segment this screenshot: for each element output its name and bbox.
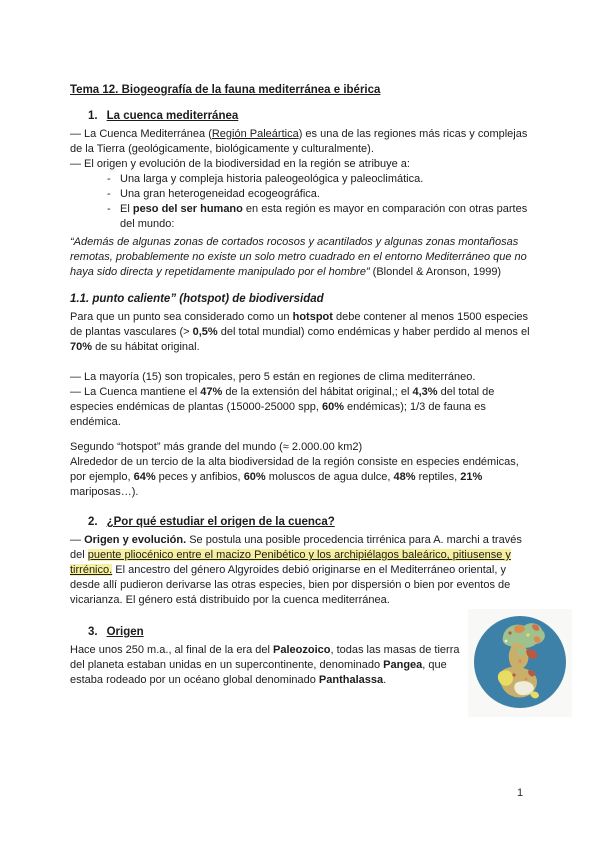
text-run-bold: hotspot [292,311,333,323]
section-3-label: Origen [106,626,144,638]
bullet-list [70,172,531,232]
paragraph-pangea [70,643,476,688]
text-run: Se postula una posible procedencia tirrénica para A. marchi a través del [70,534,522,561]
text-run: mariposas…). [70,486,139,498]
text-run: , que estaba rodeado por un océano global denominado [70,659,447,686]
section-3-heading [70,625,531,640]
text-run: Alrededor de un tercio de la alta biodiversidad de la región consiste en especies endémicas, por ejemplo, [70,456,519,483]
section-2-label: ¿Por qué estudiar el origen de la cuenca? [106,516,335,528]
text-run: del total mundial) como endémicas y haber perdido al menos el [217,326,530,338]
text-run-highlighted: puente pliocénico entre el macizo Penibético y los archipiélagos baleárico, pitiusense y tirrénico. [70,549,511,576]
paragraph-endemicas-porcentajes [70,455,531,500]
section-2-heading [70,515,531,530]
text-run: en esta región es mayor en comparación con otras partes del mundo: [120,203,528,230]
text-run: Hace unos 250 m.a., al final de la era del [70,644,274,656]
doc-title: Tema 12. Biogeografía de la fauna mediterránea e ibérica [70,84,381,96]
pangea-globe-image [468,609,572,717]
text-run: , todas las masas de tierra del planeta estaban unidas en un supercontinente, denominado [70,644,460,671]
text-run-bold: 60% [321,401,344,413]
text-run-bold: 48% [393,471,416,483]
text-run-bold: 64% [133,471,156,483]
text-run-bold: 21% [460,471,483,483]
text-run-bold: 70% [70,341,93,353]
quote-text: “Además de algunas zonas de cortados rocosos y acantilados y algunas zonas montañosas remotas, probablemente no existe un solo metro cuadrado en el entorno Mediterráneo que no haya sido directa y repetidamente manipulado por el hombre” [70,236,527,278]
text-run-bold: Paleozoico [273,644,331,656]
text-run: — [70,534,85,546]
list-item [105,202,531,232]
text-run-bold: Pangea [383,659,423,671]
text-run-bold: 60% [243,471,266,483]
page-number: 1 [517,787,524,799]
section-1-number: 1. [88,110,98,122]
text-run: de la extensión del hábitat original,; el [222,386,413,398]
section-1-label: La cuenca mediterránea [106,110,239,122]
section-2-number: 2. [88,516,98,528]
text-run-bold: 4,3% [412,386,438,398]
text-run: El ancestro del género Algyroides debió originarse en el Mediterráneo oriental, y desde allí pudieron derivarse las otras especies, bien por dispersión o bien por eventos de vicarianza. El género está distribuido por la cuenca mediterránea. [70,564,511,606]
document-content [70,83,531,688]
paragraph-origen-evolucion [70,533,531,608]
text-run: — La Cuenca Mediterránea ( [70,128,212,140]
list-item: - Una larga y compleja historia paleogeológica y paleoclimática. [105,172,531,187]
text-run: . [383,674,387,686]
list-item: - Una gran heterogeneidad ecogeográfica. [105,187,531,202]
text-run-bold: peso del ser humano [132,203,243,215]
paragraph-cuenca-habitat [70,385,531,430]
text-run-bold: 47% [200,386,223,398]
text-run-bold: Panthalassa [318,674,384,686]
quote-citation: (Blondel & Aronson, 1999) [369,266,502,278]
text-run: endémicas); 1/3 de fauna es endémica. [70,401,486,428]
text-run: moluscos de agua dulce, [265,471,394,483]
paragraph-segundo-hotspot: Segundo “hotspot” más grande del mundo (≈ 2.000.00 km2) [70,441,363,453]
section-3-number: 3. [88,626,98,638]
section-1-heading [70,109,531,124]
text-run: — La Cuenca mantiene el [70,386,201,398]
text-run: debe contener al menos 1500 especies de plantas vasculares (> [70,311,529,338]
subsection-1-1-heading: 1.1. punto caliente” (hotspot) de biodiversidad [70,293,324,305]
text-run-bold: Origen y evolución. [84,534,187,546]
text-run-underlined: Región Paleártica [211,128,299,140]
text-run-bold: 0,5% [192,326,218,338]
text-run: de su hábitat original. [92,341,200,353]
pangea-globe-icon [470,613,570,713]
paragraph-cuenca-intro [70,127,531,157]
text-run: reptiles, [415,471,461,483]
text-run: ) es una de las regiones más ricas y complejas de la Tierra (geológicamente, biológicamente y culturalmente). [70,128,528,155]
paragraph-hotspot-definition [70,310,531,355]
text-run: del total de especies endémicas de plantas (15000-25000 spp, [70,386,495,413]
paragraph-mayoria-tropicales: — La mayoría (15) son tropicales, pero 5 están en regiones de clima mediterráneo. [70,371,476,383]
text-run: Para que un punto sea considerado como un [70,311,293,323]
text-run: peces y anfibios, [155,471,244,483]
text-run: El [120,203,133,215]
quote-paragraph [70,235,531,280]
paragraph-origen-atribuye: — El origen y evolución de la biodiversidad en la región se atribuye a: [70,158,410,170]
